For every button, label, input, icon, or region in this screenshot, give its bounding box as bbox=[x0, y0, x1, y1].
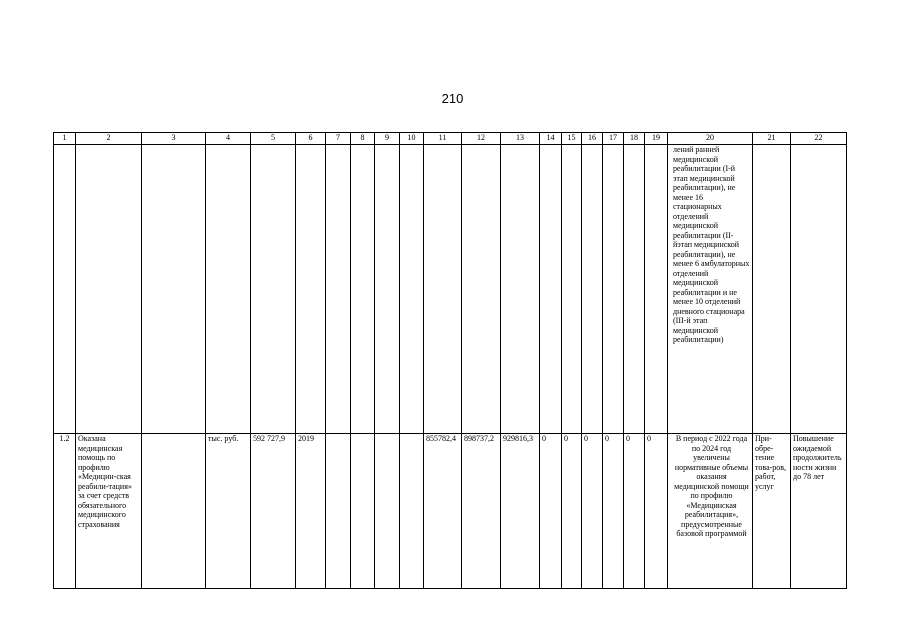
empty-cell bbox=[624, 145, 645, 434]
header-cell: 22 bbox=[791, 133, 847, 145]
empty-cell bbox=[326, 145, 351, 434]
empty-cell bbox=[582, 145, 603, 434]
value-col11: 855782,4 bbox=[424, 434, 462, 589]
result-description-continued: лений ранней медицинской реабилитации (I-й этап медицинской реабилитации), не менее 16 стационарных отделений медицинской реабилитации (II-йэтап медицинской реабилитации), не менее 6 амбулаторных отделений медицинской реабилитации и не менее 10 отделений дневного стационара (III-й этап медицинской реабилитации) bbox=[668, 145, 753, 434]
page-number: 210 bbox=[441, 91, 464, 106]
cell-col7 bbox=[326, 434, 351, 589]
header-cell: 17 bbox=[603, 133, 624, 145]
expense-type: При-обре-тение това-ров, работ, услуг bbox=[753, 434, 791, 589]
empty-cell bbox=[753, 145, 791, 434]
goal-indicator: Повышение ожидаемой продолжитель ности жизни до 78 лет bbox=[791, 434, 847, 589]
base-value: 592 727,9 bbox=[251, 434, 296, 589]
cell-col8 bbox=[351, 434, 375, 589]
header-cell: 15 bbox=[562, 133, 582, 145]
header-cell: 11 bbox=[424, 133, 462, 145]
empty-cell bbox=[400, 145, 424, 434]
header-cell: 20 bbox=[668, 133, 753, 145]
empty-cell bbox=[54, 145, 76, 434]
activity-name: Оказана медицинская помощь по профилю «Медицин-ская реабили-тация» за счет средств обязательного медицинского страхования bbox=[76, 434, 142, 589]
empty-cell bbox=[501, 145, 540, 434]
header-cell: 16 bbox=[582, 133, 603, 145]
header-cell: 14 bbox=[540, 133, 562, 145]
value-col16: 0 bbox=[582, 434, 603, 589]
header-cell: 12 bbox=[462, 133, 501, 145]
cell-col3 bbox=[142, 434, 206, 589]
header-cell: 2 bbox=[76, 133, 142, 145]
base-year: 2019 bbox=[296, 434, 326, 589]
header-cell: 13 bbox=[501, 133, 540, 145]
header-cell: 3 bbox=[142, 133, 206, 145]
empty-cell bbox=[351, 145, 375, 434]
header-cell: 18 bbox=[624, 133, 645, 145]
empty-cell bbox=[462, 145, 501, 434]
cell-col9 bbox=[375, 434, 400, 589]
header-cell: 8 bbox=[351, 133, 375, 145]
value-col13: 929816,3 bbox=[501, 434, 540, 589]
empty-cell bbox=[251, 145, 296, 434]
empty-cell bbox=[206, 145, 251, 434]
unit-cell: тыс. руб. bbox=[206, 434, 251, 589]
header-cell: 21 bbox=[753, 133, 791, 145]
empty-cell bbox=[791, 145, 847, 434]
table-row-continued bbox=[54, 145, 847, 434]
empty-cell bbox=[424, 145, 462, 434]
empty-cell bbox=[540, 145, 562, 434]
row-number: 1.2 bbox=[54, 434, 76, 589]
value-col17: 0 bbox=[603, 434, 624, 589]
header-row bbox=[54, 133, 847, 145]
empty-cell bbox=[645, 145, 668, 434]
empty-cell bbox=[76, 145, 142, 434]
value-col18: 0 bbox=[624, 434, 645, 589]
empty-cell bbox=[562, 145, 582, 434]
program-table bbox=[53, 132, 847, 589]
header-cell: 5 bbox=[251, 133, 296, 145]
value-col15: 0 bbox=[562, 434, 582, 589]
header-cell: 7 bbox=[326, 133, 351, 145]
empty-cell bbox=[142, 145, 206, 434]
header-cell: 1 bbox=[54, 133, 76, 145]
table-row-1-2 bbox=[54, 434, 847, 589]
header-cell: 4 bbox=[206, 133, 251, 145]
empty-cell bbox=[375, 145, 400, 434]
value-col14: 0 bbox=[540, 434, 562, 589]
cell-col10 bbox=[400, 434, 424, 589]
value-col19: 0 bbox=[645, 434, 668, 589]
header-cell: 6 bbox=[296, 133, 326, 145]
header-cell: 19 bbox=[645, 133, 668, 145]
empty-cell bbox=[296, 145, 326, 434]
value-col12: 898737,2 bbox=[462, 434, 501, 589]
header-cell: 9 bbox=[375, 133, 400, 145]
empty-cell bbox=[603, 145, 624, 434]
header-cell: 10 bbox=[400, 133, 424, 145]
result-description: В период с 2022 года по 2024 год увеличены нормативные объемы оказания медицинской помощи по профилю «Медицинская реабилитация», предусмотренные базовой программой bbox=[668, 434, 753, 589]
